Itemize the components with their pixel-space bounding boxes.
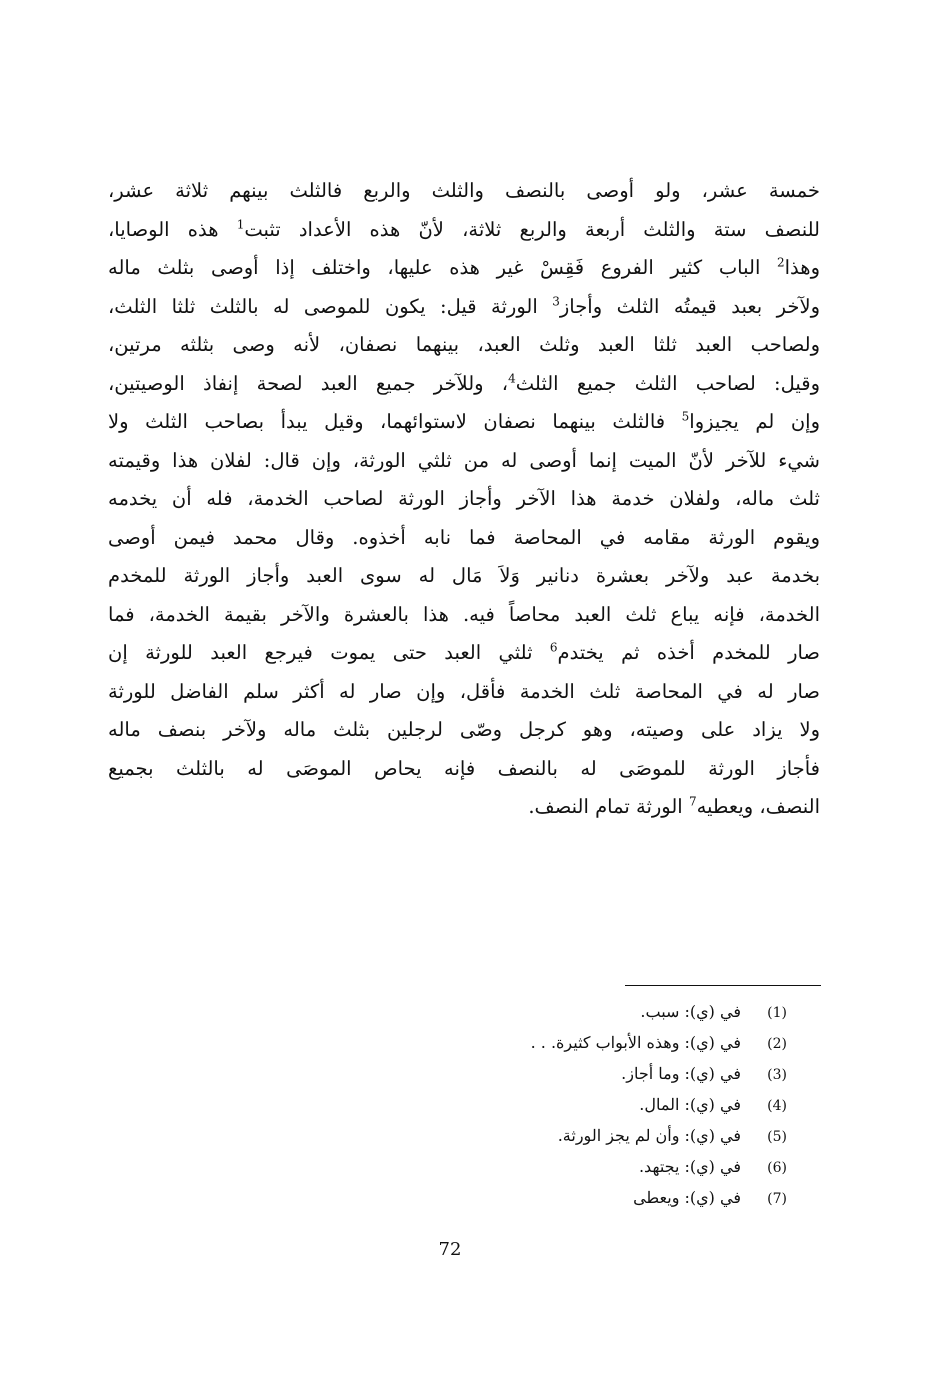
footnote-number: (1) bbox=[767, 1005, 787, 1021]
text-line: ثلث ماله، ولفلان خدمة هذا الآخر وأجاز الورثة لصاحب الخدمة، فله أن يخدمه bbox=[108, 487, 820, 510]
text-line: وقيل: لصاحب الثلث جميع الثلث$^4$، وللآخر جميع العبد لصحة إنفاذ الوصيتين، bbox=[108, 371, 820, 395]
footnote-text: في (ي): يجتهد. bbox=[638, 1157, 741, 1176]
text-line: ولآخر بعبد قيمتُه الثلث وأجاز$^3$ الورثة قيل: يكون للموصى له بالثلث ثلثا الثلث، bbox=[108, 294, 820, 318]
footnote bbox=[300, 1182, 787, 1213]
footnote-text: في (ي): المال. bbox=[639, 1095, 741, 1114]
footnote-marker: 2 bbox=[777, 255, 785, 270]
footnote-text: في (ي): سبب. bbox=[640, 1002, 741, 1021]
text-line: ويقوم الورثة مقامه في المحاصة فما نابه أخذوه. وقال محمد فيمن أوصى bbox=[108, 525, 820, 549]
footnote bbox=[300, 1151, 787, 1182]
footnote-text: في (ي): ويعطى bbox=[633, 1188, 741, 1207]
body-text bbox=[108, 172, 820, 827]
text-line: للنصف ستة والثلث أربعة والربع ثلاثة، لأنّ هذه الأعداد تثبت$^1$ هذه الوصايا، bbox=[108, 217, 820, 241]
footnote bbox=[300, 1120, 787, 1151]
footnote bbox=[300, 996, 787, 1027]
text-line: وهذا$^2$ الباب كثير الفروع فَقِسْ غير هذه عليها، واختلف إذا أوصى بثلث ماله bbox=[108, 255, 820, 279]
footnote-marker: 3 bbox=[552, 294, 560, 308]
text-line: صار له في المحاصة ثلث الخدمة فأقل، وإن صار له أكثر سلم الفاضل للورثة bbox=[108, 679, 820, 703]
text-line: ولا يزاد على وصيته، وهو كرجل وصّى لرجلين بثلث ماله ولآخر بنصف ماله bbox=[108, 718, 820, 741]
footnote-number: (7) bbox=[767, 1191, 787, 1207]
footnote-number: (6) bbox=[767, 1160, 787, 1176]
text-line: فأجاز الورثة للموصَى له بالنصف فإنه يحاص الموصَى له بالثلث بجميع bbox=[108, 756, 820, 780]
text-line: بخدمة عبد ولآخر بعشرة دنانير وَلاَ مَال له سوى العبد وأجاز الورثة للمخدم bbox=[108, 564, 820, 587]
footnote-marker: 4 bbox=[508, 371, 516, 385]
footnote bbox=[300, 1058, 787, 1089]
footnote-text: في (ي): وما أجاز. bbox=[621, 1064, 741, 1083]
footnote-marker: 7 bbox=[688, 794, 697, 809]
footnote-marker: 6 bbox=[549, 640, 558, 655]
footnote bbox=[300, 1089, 787, 1120]
footnote-number: (5) bbox=[767, 1129, 787, 1145]
footnote-number: (4) bbox=[767, 1098, 787, 1114]
page-number: 72 bbox=[438, 1239, 462, 1260]
text-line: شيء للآخر لأنّ الميت إنما أوصى له من ثلثي الورثة، وإن قال: لفلان هذا وقيمته bbox=[108, 448, 820, 472]
footnote-text: في (ي): وأن لم يجز الورثة. bbox=[557, 1126, 741, 1145]
footnote-marker: 1 bbox=[236, 217, 245, 231]
text-line: وإن لم يجيزوا$^5$ فالثلث بينهما نصفان لاستوائهما، وقيل يبدأ بصاحب الثلث ولا bbox=[108, 409, 820, 433]
text-line: الخدمة، فإنه يباع ثلث العبد محاصاً فيه. هذا بالعشرة والآخر بقيمة الخدمة، فما bbox=[108, 602, 820, 626]
text-line: صار للمخدم أخذه ثم يختدم$^6$ ثلثي العبد حتى يموت فيرجع العبد للورثة إن bbox=[108, 640, 820, 664]
footnote bbox=[300, 1027, 787, 1058]
text-line: خمسة عشر، ولو أوصى بالنصف والثلث والربع فالثلث بينهم ثلاثة عشر، bbox=[108, 179, 820, 202]
footnote-separator bbox=[625, 985, 821, 986]
text-line: ولصاحب العبد ثلثا العبد وثلث العبد، بينهما نصفان، لأنه وصى بثلثه مرتين، bbox=[108, 333, 820, 356]
footnote-text: في (ي): وهذه الأبواب كثيرة. . . bbox=[530, 1033, 741, 1052]
footnote-marker: 5 bbox=[681, 409, 690, 424]
footnotes bbox=[300, 996, 787, 1213]
footnote-number: (2) bbox=[767, 1036, 787, 1052]
text-line: النصف، ويعطيه$^7$ الورثة تمام النصف. bbox=[528, 794, 820, 818]
footnote-number: (3) bbox=[767, 1067, 787, 1083]
